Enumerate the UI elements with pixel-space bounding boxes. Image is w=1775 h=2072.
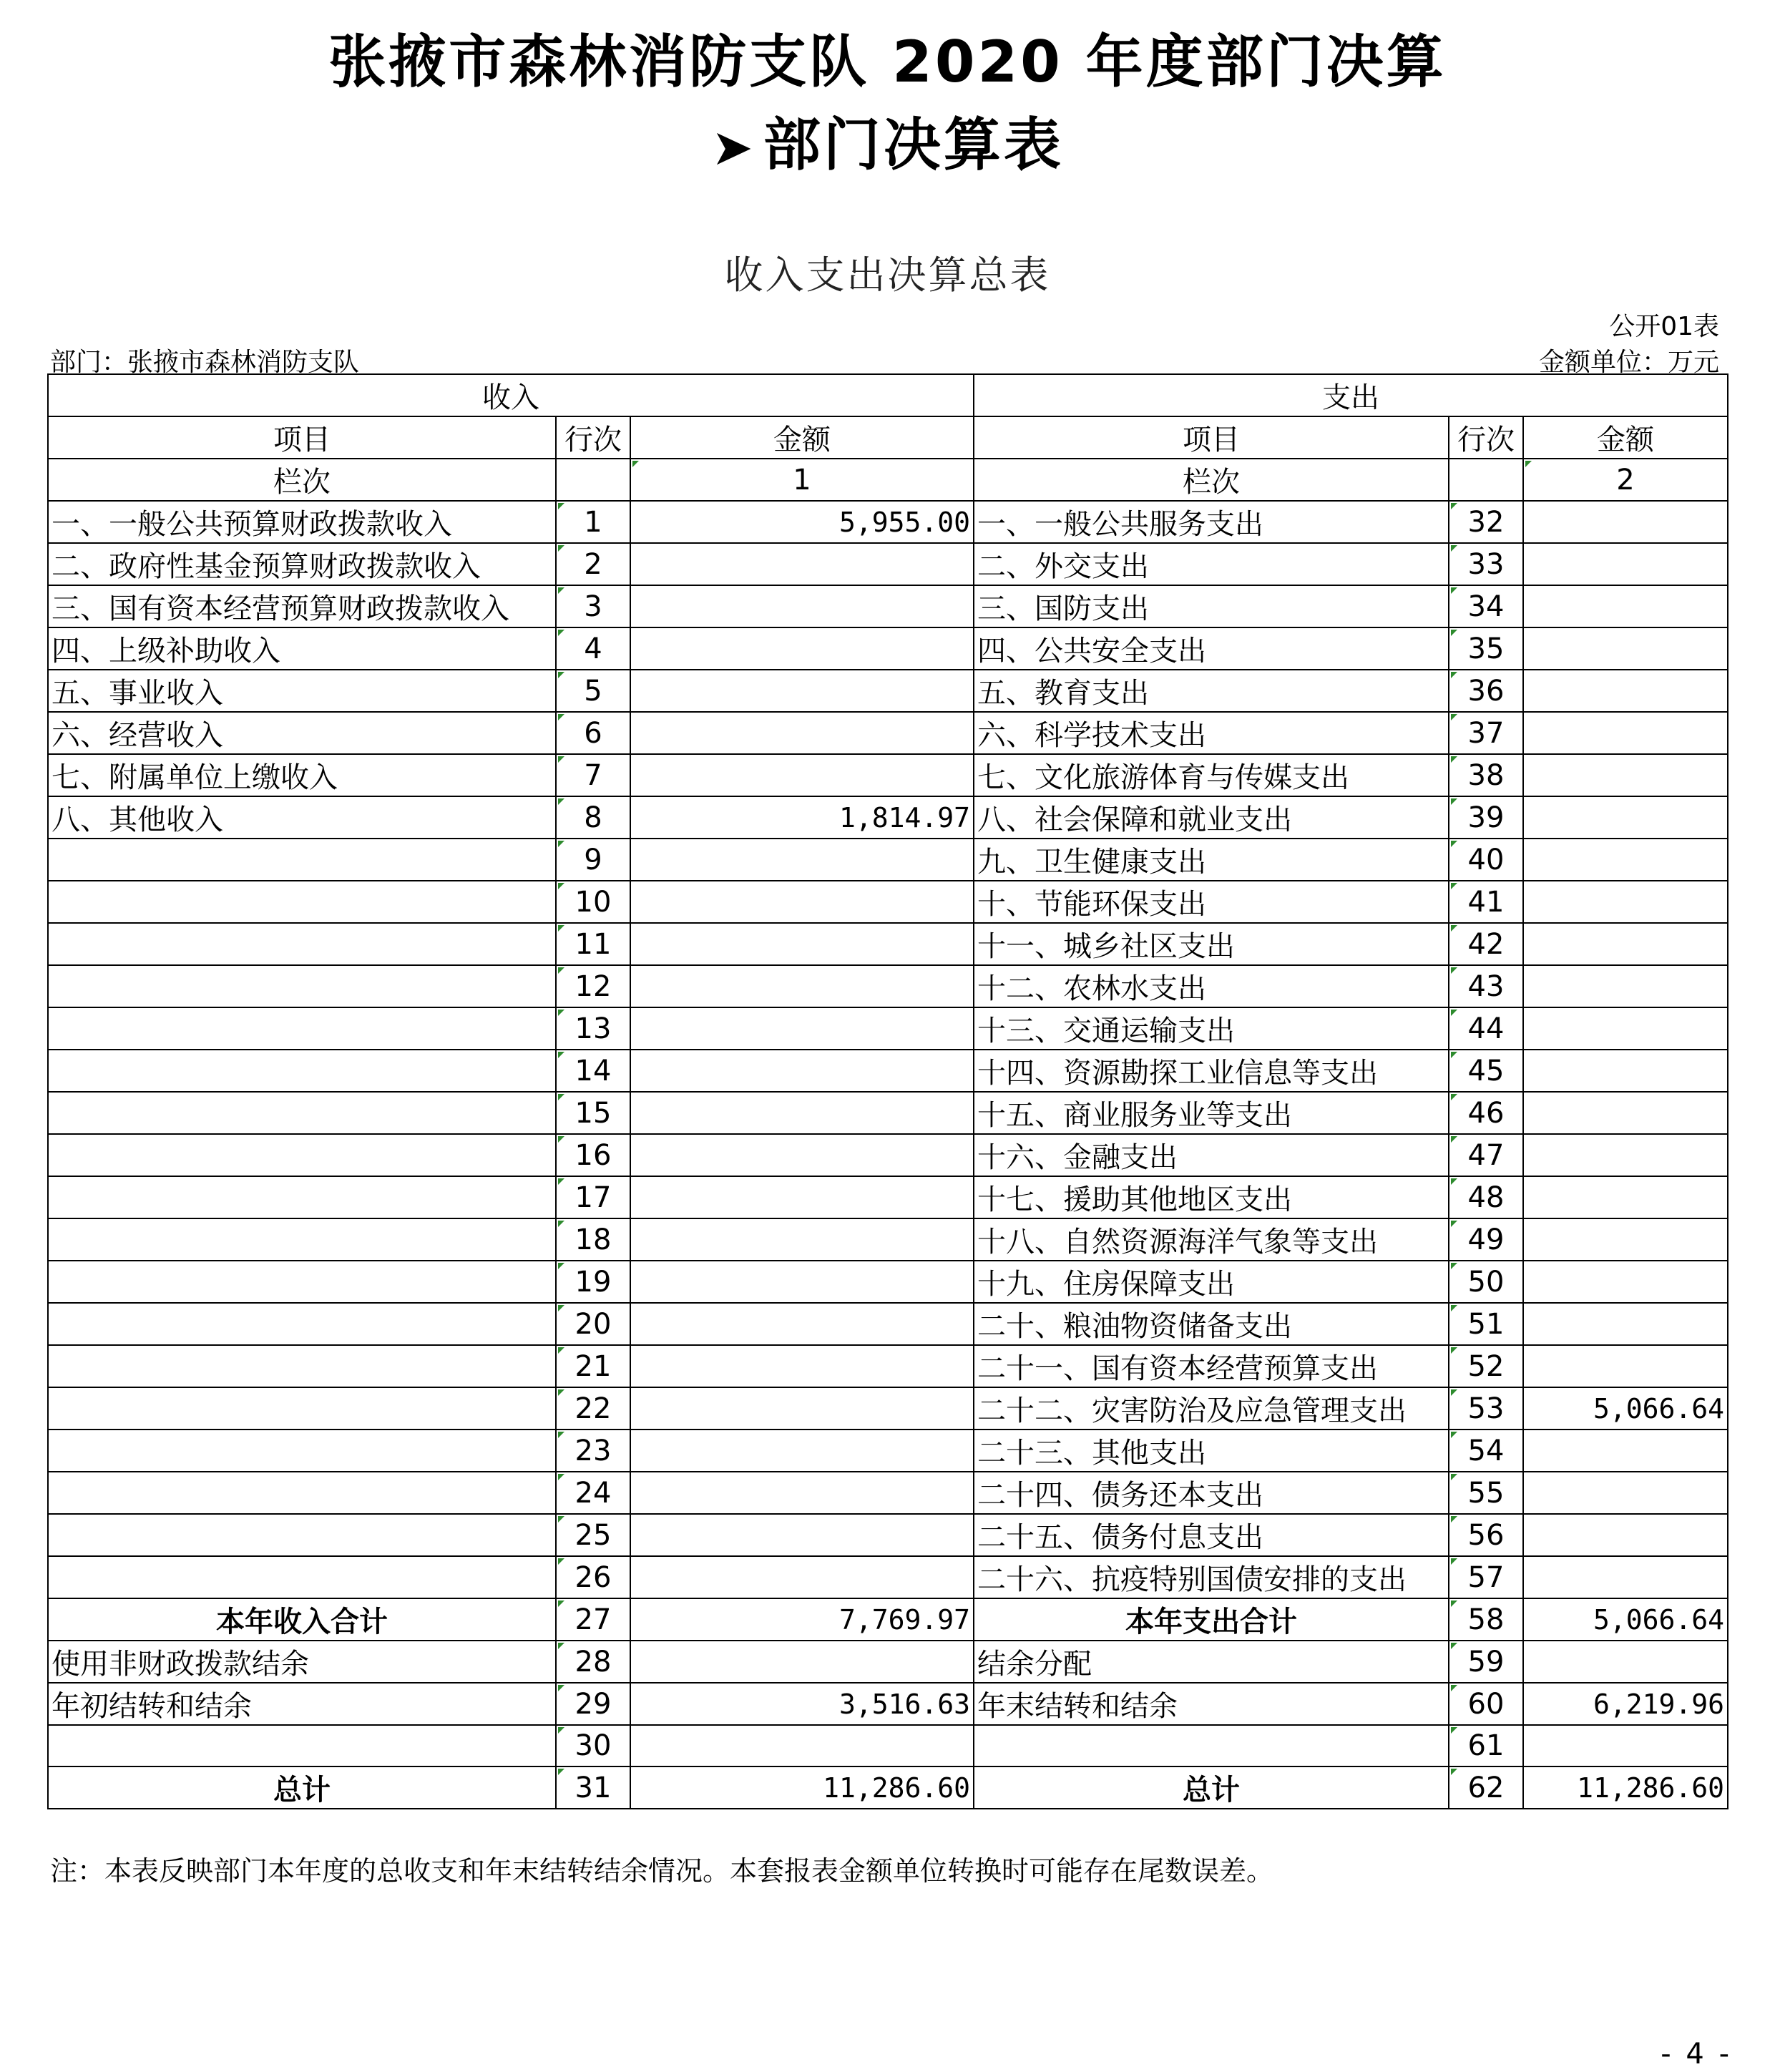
- section-title-text: 部门决算表: [763, 112, 1064, 178]
- income-amount-cell: [630, 1641, 974, 1683]
- expense-rowno-cell: 49: [1449, 1218, 1523, 1261]
- expense-amount-cell: [1523, 1050, 1728, 1092]
- expense-item-cell: 年末结转和结余: [974, 1683, 1449, 1725]
- income-amount-cell: [630, 839, 974, 881]
- income-rowno-cell: 16: [556, 1134, 630, 1176]
- expense-item-cell: 总计: [974, 1766, 1449, 1809]
- income-amount-cell: [630, 585, 974, 627]
- table-note: 注：本表反映部门本年度的总收支和年末结转结余情况。本套报表金额单位转换时可能存在尾数误差。: [50, 1855, 1274, 1887]
- income-rowno-cell: 25: [556, 1514, 630, 1556]
- income-amount-cell: [630, 1345, 974, 1387]
- income-item-cell: 八、其他收入: [48, 796, 556, 839]
- expense-item-cell: 二十六、抗疫特别国债安排的支出: [974, 1556, 1449, 1598]
- table-row: [48, 627, 1728, 670]
- expense-item-cell: 二十一、国有资本经营预算支出: [974, 1345, 1449, 1387]
- income-item-cell: 三、国有资本经营预算财政拨款收入: [48, 585, 556, 627]
- table-row: [48, 1766, 1728, 1809]
- income-rowno-cell: 20: [556, 1303, 630, 1345]
- expense-header: 支出: [974, 374, 1728, 416]
- income-item-cell: [48, 1007, 556, 1050]
- expense-rowno-cell: 50: [1449, 1261, 1523, 1303]
- income-rowno-cell: 7: [556, 754, 630, 796]
- income-col-label: 栏次: [48, 459, 556, 501]
- table-row: [48, 1556, 1728, 1598]
- income-rowno-cell: 17: [556, 1176, 630, 1218]
- table-row: [48, 1134, 1728, 1176]
- income-item-cell: [48, 1472, 556, 1514]
- expense-amount-cell: [1523, 585, 1728, 627]
- expense-amount-cell: [1523, 1007, 1728, 1050]
- income-rowno-cell: 1: [556, 501, 630, 543]
- income-amount-cell: [630, 965, 974, 1007]
- table-row: [48, 585, 1728, 627]
- income-item-cell: [48, 1725, 556, 1766]
- table-row: [48, 1050, 1728, 1092]
- income-amount-cell: [630, 712, 974, 754]
- expense-rowno-cell: 52: [1449, 1345, 1523, 1387]
- table-row: [48, 1176, 1728, 1218]
- income-rowno-cell: 26: [556, 1556, 630, 1598]
- income-amount-cell: [630, 670, 974, 712]
- expense-amount-cell: [1523, 1261, 1728, 1303]
- table-row: [48, 796, 1728, 839]
- expense-rowno-cell: 48: [1449, 1176, 1523, 1218]
- income-amount-cell: 5,955.00: [630, 501, 974, 543]
- expense-item-cell: 一、一般公共服务支出: [974, 501, 1449, 543]
- income-item-cell: [48, 1092, 556, 1134]
- table-row: [48, 501, 1728, 543]
- expense-rowno-cell: 36: [1449, 670, 1523, 712]
- expense-item-cell: 七、文化旅游体育与传媒支出: [974, 754, 1449, 796]
- expense-col-blank: [1449, 459, 1523, 501]
- expense-amount-cell: [1523, 1092, 1728, 1134]
- table-header-row: [48, 374, 1728, 416]
- expense-amount-cell: [1523, 965, 1728, 1007]
- arrow-right-icon: ➤: [711, 118, 756, 177]
- income-amount-cell: [630, 1556, 974, 1598]
- table-row: [48, 754, 1728, 796]
- expense-item-cell: 十六、金融支出: [974, 1134, 1449, 1176]
- expense-rowno-cell: 55: [1449, 1472, 1523, 1514]
- table-row: [48, 670, 1728, 712]
- income-rowno-cell: 4: [556, 627, 630, 670]
- expense-rowno-cell: 57: [1449, 1556, 1523, 1598]
- expense-item-cell: 八、社会保障和就业支出: [974, 796, 1449, 839]
- income-item-cell: [48, 923, 556, 965]
- expense-item-cell: 三、国防支出: [974, 585, 1449, 627]
- income-item-cell: [48, 1556, 556, 1598]
- income-item-cell: [48, 1134, 556, 1176]
- income-header: 收入: [48, 374, 974, 416]
- table-row: [48, 1092, 1728, 1134]
- income-item-cell: [48, 1345, 556, 1387]
- income-item-cell: 一、一般公共预算财政拨款收入: [48, 501, 556, 543]
- expense-amount-cell: [1523, 1556, 1728, 1598]
- expense-amount-cell: [1523, 1430, 1728, 1472]
- expense-rowno-cell: 46: [1449, 1092, 1523, 1134]
- expense-amount-cell: [1523, 670, 1728, 712]
- income-expense-table: [47, 373, 1728, 1809]
- income-rowno-cell: 6: [556, 712, 630, 754]
- expense-amount-header: 金额: [1523, 416, 1728, 459]
- expense-rowno-cell: 58: [1449, 1598, 1523, 1641]
- page-number: - 4 -: [1661, 2038, 1732, 2071]
- income-item-cell: 七、附属单位上缴收入: [48, 754, 556, 796]
- income-item-cell: [48, 1387, 556, 1430]
- expense-item-cell: 四、公共安全支出: [974, 627, 1449, 670]
- income-rowno-cell: 30: [556, 1725, 630, 1766]
- table-row: [48, 1261, 1728, 1303]
- expense-rowno-cell: 61: [1449, 1725, 1523, 1766]
- income-item-cell: 本年收入合计: [48, 1598, 556, 1641]
- table-row: [48, 1725, 1728, 1766]
- expense-item-cell: 本年支出合计: [974, 1598, 1449, 1641]
- income-rowno-cell: 3: [556, 585, 630, 627]
- expense-amount-cell: 11,286.60: [1523, 1766, 1728, 1809]
- table-row: [48, 965, 1728, 1007]
- income-amount-cell: [630, 1134, 974, 1176]
- expense-item-cell: 九、卫生健康支出: [974, 839, 1449, 881]
- expense-item-cell: 二十五、债务付息支出: [974, 1514, 1449, 1556]
- expense-amount-cell: [1523, 1345, 1728, 1387]
- section-title: [0, 99, 1775, 181]
- expense-amount-cell: [1523, 501, 1728, 543]
- table-row: [48, 839, 1728, 881]
- expense-item-cell: 十九、住房保障支出: [974, 1261, 1449, 1303]
- income-item-cell: [48, 839, 556, 881]
- expense-amount-cell: [1523, 1725, 1728, 1766]
- income-rowno-cell: 15: [556, 1092, 630, 1134]
- expense-rowno-cell: 56: [1449, 1514, 1523, 1556]
- expense-col-index: 2: [1523, 459, 1728, 501]
- income-rowno-cell: 27: [556, 1598, 630, 1641]
- expense-item-cell: 二、外交支出: [974, 543, 1449, 585]
- income-rowno-cell: 18: [556, 1218, 630, 1261]
- table-row: [48, 1472, 1728, 1514]
- income-item-cell: 二、政府性基金预算财政拨款收入: [48, 543, 556, 585]
- income-rowno-cell: 10: [556, 881, 630, 923]
- income-rowno-cell: 14: [556, 1050, 630, 1092]
- income-amount-cell: [630, 1050, 974, 1092]
- income-amount-cell: [630, 1261, 974, 1303]
- expense-item-cell: 十三、交通运输支出: [974, 1007, 1449, 1050]
- table-row: [48, 1514, 1728, 1556]
- income-amount-cell: [630, 1430, 974, 1472]
- income-amount-cell: [630, 1472, 974, 1514]
- expense-rowno-cell: 40: [1449, 839, 1523, 881]
- expense-amount-cell: [1523, 543, 1728, 585]
- income-amount-header: 金额: [630, 416, 974, 459]
- table-row: [48, 1345, 1728, 1387]
- income-amount-cell: [630, 881, 974, 923]
- income-rowno-cell: 2: [556, 543, 630, 585]
- income-amount-cell: 11,286.60: [630, 1766, 974, 1809]
- expense-amount-cell: [1523, 1134, 1728, 1176]
- expense-rowno-cell: 62: [1449, 1766, 1523, 1809]
- expense-rowno-cell: 60: [1449, 1683, 1523, 1725]
- income-col-blank: [556, 459, 630, 501]
- table-row: [48, 1387, 1728, 1430]
- income-amount-cell: [630, 1303, 974, 1345]
- expense-amount-cell: [1523, 796, 1728, 839]
- expense-amount-cell: [1523, 1303, 1728, 1345]
- expense-rowno-cell: 32: [1449, 501, 1523, 543]
- income-amount-cell: [630, 1092, 974, 1134]
- income-item-cell: [48, 1050, 556, 1092]
- expense-item-cell: 十七、援助其他地区支出: [974, 1176, 1449, 1218]
- expense-rowno-cell: 53: [1449, 1387, 1523, 1430]
- expense-amount-cell: [1523, 1472, 1728, 1514]
- expense-rowno-header: 行次: [1449, 416, 1523, 459]
- expense-rowno-cell: 35: [1449, 627, 1523, 670]
- expense-rowno-cell: 44: [1449, 1007, 1523, 1050]
- income-item-cell: 年初结转和结余: [48, 1683, 556, 1725]
- income-rowno-cell: 8: [556, 796, 630, 839]
- expense-rowno-cell: 39: [1449, 796, 1523, 839]
- income-amount-cell: [630, 1007, 974, 1050]
- expense-rowno-cell: 45: [1449, 1050, 1523, 1092]
- table-row: [48, 543, 1728, 585]
- income-rowno-cell: 21: [556, 1345, 630, 1387]
- expense-amount-cell: [1523, 627, 1728, 670]
- table-number: 公开01表: [1609, 312, 1719, 341]
- expense-item-cell: 二十三、其他支出: [974, 1430, 1449, 1472]
- income-item-cell: 总计: [48, 1766, 556, 1809]
- expense-item-cell: 十二、农林水支出: [974, 965, 1449, 1007]
- income-item-cell: [48, 1261, 556, 1303]
- income-item-cell: [48, 965, 556, 1007]
- income-amount-cell: [630, 1387, 974, 1430]
- expense-amount-cell: [1523, 881, 1728, 923]
- expense-amount-cell: 5,066.64: [1523, 1598, 1728, 1641]
- expense-item-cell: 二十二、灾害防治及应急管理支出: [974, 1387, 1449, 1430]
- expense-amount-cell: [1523, 1514, 1728, 1556]
- income-item-cell: 四、上级补助收入: [48, 627, 556, 670]
- expense-item-cell: 二十四、债务还本支出: [974, 1472, 1449, 1514]
- expense-rowno-cell: 42: [1449, 923, 1523, 965]
- income-rowno-cell: 12: [556, 965, 630, 1007]
- expense-rowno-cell: 59: [1449, 1641, 1523, 1683]
- expense-item-cell: 十八、自然资源海洋气象等支出: [974, 1218, 1449, 1261]
- income-item-cell: 使用非财政拨款结余: [48, 1641, 556, 1683]
- expense-item-cell: 十五、商业服务业等支出: [974, 1092, 1449, 1134]
- income-item-cell: [48, 881, 556, 923]
- income-rowno-cell: 11: [556, 923, 630, 965]
- income-rowno-cell: 19: [556, 1261, 630, 1303]
- expense-col-label: 栏次: [974, 459, 1449, 501]
- expense-rowno-cell: 41: [1449, 881, 1523, 923]
- expense-amount-cell: 6,219.96: [1523, 1683, 1728, 1725]
- expense-item-cell: [974, 1725, 1449, 1766]
- income-amount-cell: [630, 1725, 974, 1766]
- table-row: [48, 923, 1728, 965]
- expense-amount-cell: [1523, 923, 1728, 965]
- income-rowno-cell: 22: [556, 1387, 630, 1430]
- income-amount-cell: [630, 1218, 974, 1261]
- expense-amount-cell: [1523, 1176, 1728, 1218]
- expense-rowno-cell: 34: [1449, 585, 1523, 627]
- table-row: [48, 1007, 1728, 1050]
- table-row: [48, 1303, 1728, 1345]
- income-rowno-cell: 13: [556, 1007, 630, 1050]
- income-amount-cell: 1,814.97: [630, 796, 974, 839]
- page-title: 张掖市森林消防支队 2020 年度部门决算: [328, 29, 1447, 95]
- table-row: [48, 1641, 1728, 1683]
- table-row: [48, 1430, 1728, 1472]
- table-row: [48, 712, 1728, 754]
- income-rowno-header: 行次: [556, 416, 630, 459]
- expense-rowno-cell: 51: [1449, 1303, 1523, 1345]
- expense-rowno-cell: 47: [1449, 1134, 1523, 1176]
- expense-amount-cell: 5,066.64: [1523, 1387, 1728, 1430]
- income-item-cell: 五、事业收入: [48, 670, 556, 712]
- income-rowno-cell: 31: [556, 1766, 630, 1809]
- expense-item-cell: 十一、城乡社区支出: [974, 923, 1449, 965]
- income-rowno-cell: 9: [556, 839, 630, 881]
- expense-item-cell: 五、教育支出: [974, 670, 1449, 712]
- income-item-cell: 六、经营收入: [48, 712, 556, 754]
- expense-amount-cell: [1523, 1641, 1728, 1683]
- income-amount-cell: [630, 754, 974, 796]
- income-rowno-cell: 23: [556, 1430, 630, 1472]
- income-amount-cell: [630, 543, 974, 585]
- expense-item-header: 项目: [974, 416, 1449, 459]
- department-label: 部门：张掖市森林消防支队: [50, 348, 360, 377]
- expense-rowno-cell: 38: [1449, 754, 1523, 796]
- expense-amount-cell: [1523, 712, 1728, 754]
- column-header-row: [48, 416, 1728, 459]
- income-rowno-cell: 29: [556, 1683, 630, 1725]
- income-item-cell: [48, 1303, 556, 1345]
- expense-rowno-cell: 37: [1449, 712, 1523, 754]
- expense-item-cell: 二十、粮油物资储备支出: [974, 1303, 1449, 1345]
- expense-rowno-cell: 54: [1449, 1430, 1523, 1472]
- expense-item-cell: 十四、资源勘探工业信息等支出: [974, 1050, 1449, 1092]
- expense-item-cell: 十、节能环保支出: [974, 881, 1449, 923]
- unit-label: 金额单位：万元: [1538, 348, 1719, 377]
- table-row: [48, 1683, 1728, 1725]
- expense-amount-cell: [1523, 1218, 1728, 1261]
- column-index-row: [48, 459, 1728, 501]
- table-row: [48, 1218, 1728, 1261]
- table-row: [48, 1598, 1728, 1641]
- income-amount-cell: 7,769.97: [630, 1598, 974, 1641]
- income-amount-cell: [630, 1514, 974, 1556]
- expense-item-cell: 结余分配: [974, 1641, 1449, 1683]
- income-amount-cell: [630, 1176, 974, 1218]
- income-amount-cell: 3,516.63: [630, 1683, 974, 1725]
- expense-item-cell: 六、科学技术支出: [974, 712, 1449, 754]
- income-rowno-cell: 28: [556, 1641, 630, 1683]
- expense-rowno-cell: 43: [1449, 965, 1523, 1007]
- income-item-cell: [48, 1430, 556, 1472]
- income-amount-cell: [630, 923, 974, 965]
- expense-amount-cell: [1523, 754, 1728, 796]
- table-row: [48, 881, 1728, 923]
- expense-amount-cell: [1523, 839, 1728, 881]
- income-col-index: 1: [630, 459, 974, 501]
- income-item-cell: [48, 1176, 556, 1218]
- income-item-cell: [48, 1218, 556, 1261]
- income-amount-cell: [630, 627, 974, 670]
- expense-rowno-cell: 33: [1449, 543, 1523, 585]
- income-item-header: 项目: [48, 416, 556, 459]
- income-rowno-cell: 5: [556, 670, 630, 712]
- table-title: 收入支出决算总表: [724, 253, 1051, 298]
- income-rowno-cell: 24: [556, 1472, 630, 1514]
- income-item-cell: [48, 1514, 556, 1556]
